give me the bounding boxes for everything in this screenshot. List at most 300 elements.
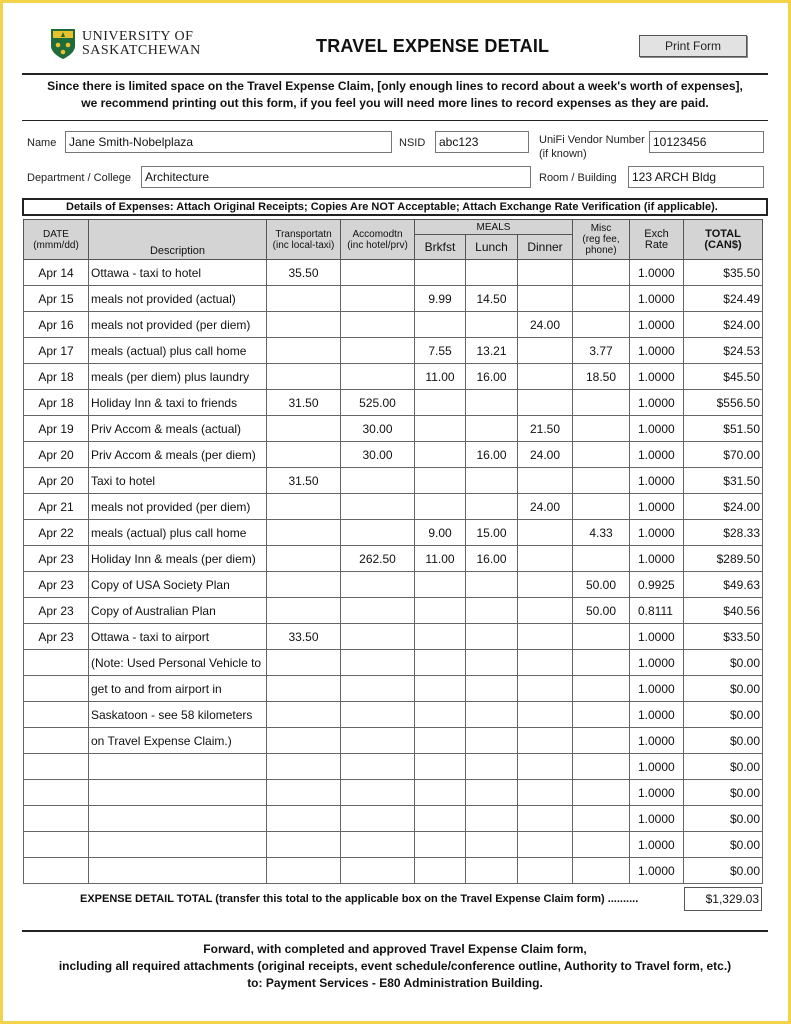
table-row — [24, 312, 763, 338]
date-cell[interactable]: Apr 23 — [24, 598, 89, 624]
accommodation-cell[interactable] — [341, 364, 415, 390]
table-row — [24, 364, 763, 390]
total-cell: $35.50 — [684, 260, 763, 286]
footer — [22, 941, 768, 992]
transport-cell[interactable] — [267, 520, 341, 546]
description-cell[interactable] — [89, 754, 267, 780]
table-row — [24, 728, 763, 754]
description-cell[interactable]: meals (actual) plus call home — [89, 520, 267, 546]
exch-rate-cell: 1.0000 — [630, 390, 684, 416]
date-cell[interactable] — [24, 806, 89, 832]
total-cell: $0.00 — [684, 702, 763, 728]
total-cell: $0.00 — [684, 754, 763, 780]
expense-total-label: EXPENSE DETAIL TOTAL (transfer this total to the applicable box on the Travel Expense Claim form) .......... — [80, 893, 639, 905]
exch-rate-cell: 1.0000 — [630, 494, 684, 520]
date-cell[interactable] — [24, 676, 89, 702]
total-cell: $289.50 — [684, 546, 763, 572]
misc-cell[interactable] — [573, 390, 630, 416]
misc-cell[interactable] — [573, 260, 630, 286]
transport-cell[interactable] — [267, 546, 341, 572]
transport-cell[interactable] — [267, 286, 341, 312]
accommodation-cell[interactable] — [341, 806, 415, 832]
dinner-cell[interactable] — [518, 546, 573, 572]
nsid-field[interactable]: abc123 — [435, 131, 529, 153]
exch-rate-cell: 1.0000 — [630, 286, 684, 312]
misc-cell[interactable]: 4.33 — [573, 520, 630, 546]
date-cell[interactable] — [24, 780, 89, 806]
exch-rate-cell: 1.0000 — [630, 468, 684, 494]
nsid-label: NSID — [399, 137, 426, 149]
exch-rate-cell: 1.0000 — [630, 546, 684, 572]
details-banner: Details of Expenses: Attach Original Receipts; Copies Are NOT Acceptable; Attach Exchange Rate Verification (if applicable). — [22, 198, 768, 216]
table-row — [24, 598, 763, 624]
transport-cell[interactable] — [267, 494, 341, 520]
lunch-cell[interactable] — [466, 650, 518, 676]
description-cell[interactable]: Ottawa - taxi to airport — [89, 624, 267, 650]
exch-rate-cell: 1.0000 — [630, 702, 684, 728]
lunch-cell[interactable] — [466, 468, 518, 494]
dinner-cell[interactable] — [518, 754, 573, 780]
total-cell: $45.50 — [684, 364, 763, 390]
header-total: TOTAL (CAN$) — [684, 220, 763, 260]
lunch-cell[interactable] — [466, 494, 518, 520]
lunch-cell[interactable] — [466, 858, 518, 884]
lunch-cell[interactable]: 16.00 — [466, 442, 518, 468]
accommodation-cell[interactable] — [341, 858, 415, 884]
date-cell[interactable]: Apr 14 — [24, 260, 89, 286]
dinner-cell[interactable] — [518, 728, 573, 754]
total-cell: $24.49 — [684, 286, 763, 312]
exch-rate-cell: 1.0000 — [630, 650, 684, 676]
table-row — [24, 754, 763, 780]
table-row — [24, 702, 763, 728]
lunch-cell[interactable]: 16.00 — [466, 546, 518, 572]
transport-cell[interactable] — [267, 806, 341, 832]
total-cell: $28.33 — [684, 520, 763, 546]
accommodation-cell[interactable] — [341, 650, 415, 676]
header-dinner: Dinner — [518, 235, 573, 260]
accommodation-cell[interactable] — [341, 260, 415, 286]
misc-cell[interactable] — [573, 650, 630, 676]
misc-cell[interactable] — [573, 858, 630, 884]
breakfast-cell[interactable] — [415, 754, 466, 780]
expense-table — [23, 219, 763, 884]
total-cell: $0.00 — [684, 858, 763, 884]
accommodation-cell[interactable] — [341, 754, 415, 780]
date-cell[interactable]: Apr 18 — [24, 364, 89, 390]
lunch-cell[interactable] — [466, 832, 518, 858]
breakfast-cell[interactable] — [415, 858, 466, 884]
exch-rate-cell: 1.0000 — [630, 728, 684, 754]
breakfast-cell[interactable]: 9.99 — [415, 286, 466, 312]
date-cell[interactable]: Apr 20 — [24, 442, 89, 468]
exch-rate-cell: 1.0000 — [630, 780, 684, 806]
description-cell[interactable]: meals not provided (per diem) — [89, 494, 267, 520]
breakfast-cell[interactable] — [415, 832, 466, 858]
total-cell: $0.00 — [684, 832, 763, 858]
footer-line3: to: Payment Services - E80 Administration Building. — [247, 976, 543, 990]
description-cell[interactable]: Ottawa - taxi to hotel — [89, 260, 267, 286]
breakfast-cell[interactable] — [415, 624, 466, 650]
exch-rate-cell: 1.0000 — [630, 624, 684, 650]
accommodation-cell[interactable]: 262.50 — [341, 546, 415, 572]
table-row — [24, 416, 763, 442]
description-cell[interactable]: meals not provided (per diem) — [89, 312, 267, 338]
transport-cell[interactable] — [267, 598, 341, 624]
table-row — [24, 260, 763, 286]
misc-cell[interactable] — [573, 312, 630, 338]
total-cell: $33.50 — [684, 624, 763, 650]
misc-cell[interactable] — [573, 702, 630, 728]
breakfast-cell[interactable] — [415, 442, 466, 468]
transport-cell[interactable] — [267, 338, 341, 364]
vendor-label: UniFi Vendor Number — [539, 134, 645, 146]
dinner-cell[interactable] — [518, 676, 573, 702]
table-row — [24, 650, 763, 676]
transport-cell[interactable] — [267, 780, 341, 806]
misc-cell[interactable] — [573, 832, 630, 858]
transport-cell[interactable] — [267, 676, 341, 702]
table-row — [24, 806, 763, 832]
description-cell[interactable]: Holiday Inn & meals (per diem) — [89, 546, 267, 572]
transport-cell[interactable] — [267, 702, 341, 728]
total-cell: $31.50 — [684, 468, 763, 494]
dinner-cell[interactable]: 24.00 — [518, 442, 573, 468]
breakfast-cell[interactable] — [415, 650, 466, 676]
description-cell[interactable]: Copy of Australian Plan — [89, 598, 267, 624]
table-row — [24, 546, 763, 572]
date-cell[interactable]: Apr 19 — [24, 416, 89, 442]
misc-cell[interactable] — [573, 806, 630, 832]
date-cell[interactable]: Apr 20 — [24, 468, 89, 494]
accommodation-cell[interactable] — [341, 520, 415, 546]
dinner-cell[interactable]: 21.50 — [518, 416, 573, 442]
accommodation-cell[interactable] — [341, 598, 415, 624]
header-misc: Misc (reg fee, phone) — [573, 220, 630, 260]
date-cell[interactable] — [24, 858, 89, 884]
accommodation-cell[interactable]: 30.00 — [341, 442, 415, 468]
description-cell[interactable] — [89, 832, 267, 858]
university-name-line2: SASKATCHEWAN — [82, 43, 201, 58]
table-row — [24, 858, 763, 884]
lunch-cell[interactable] — [466, 416, 518, 442]
misc-cell[interactable]: 18.50 — [573, 364, 630, 390]
breakfast-cell[interactable] — [415, 390, 466, 416]
name-field[interactable]: Jane Smith-Nobelplaza — [65, 131, 392, 153]
date-cell[interactable] — [24, 754, 89, 780]
date-cell[interactable] — [24, 832, 89, 858]
transport-cell[interactable] — [267, 728, 341, 754]
total-cell: $24.00 — [684, 494, 763, 520]
dinner-cell[interactable] — [518, 858, 573, 884]
lunch-cell[interactable]: 15.00 — [466, 520, 518, 546]
date-cell[interactable]: Apr 21 — [24, 494, 89, 520]
date-cell[interactable] — [24, 650, 89, 676]
breakfast-cell[interactable] — [415, 702, 466, 728]
exch-rate-cell: 1.0000 — [630, 338, 684, 364]
table-row — [24, 338, 763, 364]
accommodation-cell[interactable] — [341, 780, 415, 806]
breakfast-cell[interactable] — [415, 598, 466, 624]
total-cell: $0.00 — [684, 806, 763, 832]
description-cell[interactable]: meals (actual) plus call home — [89, 338, 267, 364]
description-cell[interactable]: meals not provided (actual) — [89, 286, 267, 312]
misc-cell[interactable] — [573, 728, 630, 754]
misc-cell[interactable]: 50.00 — [573, 572, 630, 598]
header-meals: MEALS — [415, 220, 573, 235]
dinner-cell[interactable] — [518, 702, 573, 728]
misc-cell[interactable] — [573, 442, 630, 468]
transport-cell[interactable]: 31.50 — [267, 390, 341, 416]
misc-cell[interactable] — [573, 494, 630, 520]
footer-line2: including all required attachments (original receipts, event schedule/conference outline, Authority to Travel form, etc.) — [58, 959, 732, 973]
room-label: Room / Building — [539, 172, 617, 184]
dinner-cell[interactable] — [518, 520, 573, 546]
lunch-cell[interactable] — [466, 728, 518, 754]
header-breakfast: Brkfst — [415, 235, 466, 260]
table-row — [24, 572, 763, 598]
breakfast-cell[interactable] — [415, 806, 466, 832]
exch-rate-cell: 1.0000 — [630, 806, 684, 832]
transport-cell[interactable] — [267, 416, 341, 442]
header-date: DATE (mmm/dd) — [24, 220, 89, 260]
vendor-number-field[interactable]: 10123456 — [649, 131, 764, 153]
dinner-cell[interactable]: 24.00 — [518, 494, 573, 520]
dinner-cell[interactable] — [518, 780, 573, 806]
description-cell[interactable]: meals (per diem) plus laundry — [89, 364, 267, 390]
misc-cell[interactable]: 50.00 — [573, 598, 630, 624]
university-name-line1: UNIVERSITY OF — [82, 29, 194, 44]
table-row — [24, 624, 763, 650]
total-cell: $49.63 — [684, 572, 763, 598]
lunch-cell[interactable] — [466, 780, 518, 806]
divider — [22, 73, 768, 75]
table-row — [24, 832, 763, 858]
date-cell[interactable]: Apr 22 — [24, 520, 89, 546]
lunch-cell[interactable] — [466, 624, 518, 650]
name-label: Name — [27, 137, 57, 149]
accommodation-cell[interactable] — [341, 312, 415, 338]
department-field[interactable]: Architecture — [141, 166, 531, 188]
exch-rate-cell: 0.8111 — [630, 598, 684, 624]
breakfast-cell[interactable] — [415, 780, 466, 806]
lunch-cell[interactable] — [466, 754, 518, 780]
transport-cell[interactable] — [267, 572, 341, 598]
lunch-cell[interactable] — [466, 806, 518, 832]
misc-cell[interactable]: 3.77 — [573, 338, 630, 364]
accommodation-cell[interactable] — [341, 676, 415, 702]
accommodation-cell[interactable] — [341, 728, 415, 754]
lunch-cell[interactable] — [466, 572, 518, 598]
breakfast-cell[interactable] — [415, 572, 466, 598]
accommodation-cell[interactable]: 30.00 — [341, 416, 415, 442]
university-shield-icon — [50, 28, 76, 60]
date-cell[interactable]: Apr 23 — [24, 624, 89, 650]
table-row — [24, 390, 763, 416]
lunch-cell[interactable] — [466, 702, 518, 728]
accommodation-cell[interactable] — [341, 572, 415, 598]
breakfast-cell[interactable]: 9.00 — [415, 520, 466, 546]
description-cell[interactable] — [89, 858, 267, 884]
lunch-cell[interactable] — [466, 312, 518, 338]
lunch-cell[interactable]: 13.21 — [466, 338, 518, 364]
exch-rate-cell: 1.0000 — [630, 832, 684, 858]
dinner-cell[interactable] — [518, 390, 573, 416]
exch-rate-cell: 1.0000 — [630, 858, 684, 884]
transport-cell[interactable]: 31.50 — [267, 468, 341, 494]
description-cell[interactable]: Holiday Inn & taxi to friends — [89, 390, 267, 416]
total-cell: $24.53 — [684, 338, 763, 364]
dinner-cell[interactable] — [518, 598, 573, 624]
date-cell[interactable]: Apr 23 — [24, 546, 89, 572]
description-cell[interactable]: Saskatoon - see 58 kilometers — [89, 702, 267, 728]
page-title: TRAVEL EXPENSE DETAIL — [316, 36, 550, 56]
misc-cell[interactable] — [573, 416, 630, 442]
description-cell[interactable]: get to and from airport in — [89, 676, 267, 702]
exch-rate-cell: 1.0000 — [630, 312, 684, 338]
print-form-button[interactable]: Print Form — [639, 35, 747, 57]
breakfast-cell[interactable]: 7.55 — [415, 338, 466, 364]
exch-rate-cell: 1.0000 — [630, 416, 684, 442]
date-cell[interactable]: Apr 15 — [24, 286, 89, 312]
dinner-cell[interactable] — [518, 806, 573, 832]
total-cell: $0.00 — [684, 728, 763, 754]
total-cell: $0.00 — [684, 780, 763, 806]
breakfast-cell[interactable] — [415, 676, 466, 702]
transport-cell[interactable] — [267, 442, 341, 468]
dinner-cell[interactable] — [518, 286, 573, 312]
exch-rate-cell: 1.0000 — [630, 442, 684, 468]
date-cell[interactable]: Apr 18 — [24, 390, 89, 416]
accommodation-cell[interactable] — [341, 286, 415, 312]
date-cell[interactable]: Apr 17 — [24, 338, 89, 364]
description-cell[interactable]: Copy of USA Society Plan — [89, 572, 267, 598]
lunch-cell[interactable] — [466, 598, 518, 624]
lunch-cell[interactable]: 16.00 — [466, 364, 518, 390]
exch-rate-cell: 1.0000 — [630, 754, 684, 780]
notice-line2: we recommend printing out this form, if you feel you will need more lines to record expenses as they are paid. — [81, 96, 709, 110]
date-cell[interactable]: Apr 23 — [24, 572, 89, 598]
lunch-cell[interactable] — [466, 390, 518, 416]
accommodation-cell[interactable] — [341, 468, 415, 494]
header-transport: Transportatn (inc local-taxi) — [267, 220, 341, 260]
description-cell[interactable] — [89, 806, 267, 832]
dinner-cell[interactable] — [518, 624, 573, 650]
dinner-cell[interactable]: 24.00 — [518, 312, 573, 338]
total-cell: $24.00 — [684, 312, 763, 338]
dinner-cell[interactable] — [518, 832, 573, 858]
misc-cell[interactable] — [573, 468, 630, 494]
accommodation-cell[interactable] — [341, 832, 415, 858]
lunch-cell[interactable] — [466, 260, 518, 286]
accommodation-cell[interactable]: 525.00 — [341, 390, 415, 416]
room-building-field[interactable]: 123 ARCH Bldg — [628, 166, 764, 188]
misc-cell[interactable] — [573, 286, 630, 312]
vendor-sublabel: (if known) — [539, 148, 587, 160]
footer-line1: Forward, with completed and approved Travel Expense Claim form, — [203, 942, 587, 956]
transport-cell[interactable] — [267, 312, 341, 338]
accommodation-cell[interactable] — [341, 494, 415, 520]
misc-cell[interactable] — [573, 754, 630, 780]
exch-rate-cell: 1.0000 — [630, 260, 684, 286]
breakfast-cell[interactable] — [415, 468, 466, 494]
transport-cell[interactable] — [267, 832, 341, 858]
accommodation-cell[interactable] — [341, 624, 415, 650]
breakfast-cell[interactable]: 11.00 — [415, 364, 466, 390]
description-cell[interactable] — [89, 780, 267, 806]
description-cell[interactable]: (Note: Used Personal Vehicle to — [89, 650, 267, 676]
total-cell: $40.56 — [684, 598, 763, 624]
transport-cell[interactable] — [267, 364, 341, 390]
breakfast-cell[interactable] — [415, 728, 466, 754]
description-cell[interactable]: Priv Accom & meals (per diem) — [89, 442, 267, 468]
misc-cell[interactable] — [573, 780, 630, 806]
accommodation-cell[interactable] — [341, 338, 415, 364]
accommodation-cell[interactable] — [341, 702, 415, 728]
lunch-cell[interactable]: 14.50 — [466, 286, 518, 312]
description-cell[interactable]: on Travel Expense Claim.) — [89, 728, 267, 754]
header-description: Description — [89, 220, 267, 260]
misc-cell[interactable] — [573, 676, 630, 702]
dinner-cell[interactable] — [518, 572, 573, 598]
header-exch-rate: Exch Rate — [630, 220, 684, 260]
dinner-cell[interactable] — [518, 338, 573, 364]
description-cell[interactable]: Taxi to hotel — [89, 468, 267, 494]
dinner-cell[interactable] — [518, 260, 573, 286]
department-label: Department / College — [27, 172, 131, 184]
exch-rate-cell: 0.9925 — [630, 572, 684, 598]
transport-cell[interactable] — [267, 754, 341, 780]
total-cell: $0.00 — [684, 676, 763, 702]
description-cell[interactable]: Priv Accom & meals (actual) — [89, 416, 267, 442]
date-cell[interactable] — [24, 702, 89, 728]
expense-total-value: $1,329.03 — [684, 887, 762, 911]
header-accommodation: Accomodtn (inc hotel/prv) — [341, 220, 415, 260]
notice-line1: Since there is limited space on the Travel Expense Claim, [only enough lines to record about a week's worth of expenses], — [47, 79, 743, 93]
dinner-cell[interactable] — [518, 468, 573, 494]
total-cell: $70.00 — [684, 442, 763, 468]
notice — [22, 78, 768, 112]
breakfast-cell[interactable] — [415, 260, 466, 286]
table-row — [24, 780, 763, 806]
transport-cell[interactable] — [267, 858, 341, 884]
total-cell: $556.50 — [684, 390, 763, 416]
table-row — [24, 520, 763, 546]
transport-cell[interactable]: 33.50 — [267, 624, 341, 650]
breakfast-cell[interactable] — [415, 416, 466, 442]
total-cell: $0.00 — [684, 650, 763, 676]
table-row — [24, 286, 763, 312]
table-row — [24, 442, 763, 468]
breakfast-cell[interactable] — [415, 312, 466, 338]
date-cell[interactable]: Apr 16 — [24, 312, 89, 338]
breakfast-cell[interactable]: 11.00 — [415, 546, 466, 572]
breakfast-cell[interactable] — [415, 494, 466, 520]
table-row — [24, 494, 763, 520]
date-cell[interactable] — [24, 728, 89, 754]
misc-cell[interactable] — [573, 546, 630, 572]
dinner-cell[interactable] — [518, 650, 573, 676]
dinner-cell[interactable] — [518, 364, 573, 390]
transport-cell[interactable] — [267, 650, 341, 676]
transport-cell[interactable]: 35.50 — [267, 260, 341, 286]
lunch-cell[interactable] — [466, 676, 518, 702]
misc-cell[interactable] — [573, 624, 630, 650]
header-lunch: Lunch — [466, 235, 518, 260]
table-row — [24, 676, 763, 702]
divider — [22, 930, 768, 932]
divider — [22, 120, 768, 121]
